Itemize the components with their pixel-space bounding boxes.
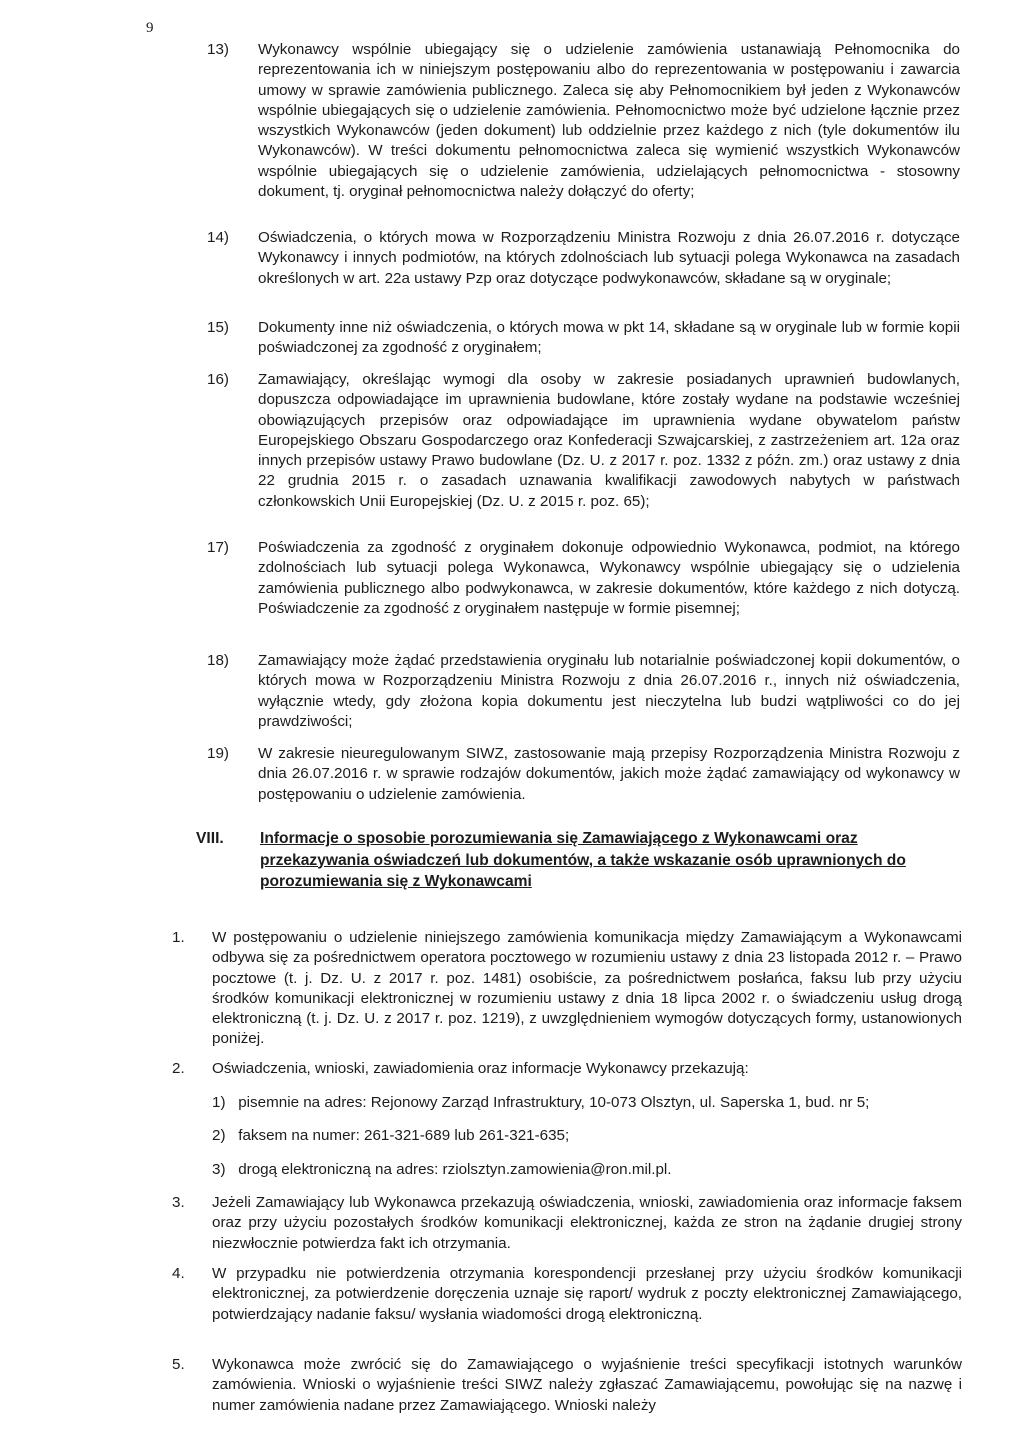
- item-text: Poświadczenia za zgodność z oryginałem dokonuje odpowiednio Wykonawca, podmiot, na którego zdolnościach lub sytuacji polega Wykonawca, Wykonawcy wspólnie ubiegający się o udzielenia zamówienia publicznego albo podwykonawca, w zakresie dokumentów, które każdego z nich dotyczą. Poświadczenie za zgodność z oryginałem następuje w formie pisemnej;: [258, 539, 960, 617]
- section-number: VIII.: [196, 830, 224, 847]
- sub-list-item: [212, 1093, 972, 1113]
- list-item: [172, 1264, 962, 1325]
- point-number: 3.: [172, 1194, 185, 1211]
- point-text: Oświadczenia, wnioski, zawiadomienia oraz informacje Wykonawcy przekazują:: [212, 1060, 749, 1077]
- list-item: [208, 40, 960, 202]
- page-number: 9: [146, 20, 154, 36]
- point-number: 1.: [172, 929, 185, 946]
- item-text: W zakresie nieuregulowanym SIWZ, zastosowanie mają przepisy Rozporządzenia Ministra Rozwoju z dnia 26.07.2016 r. w sprawie rodzajów dokumentów, jakich może żądać zamawiający od wykonawcy w postępowaniu o udzielenie zamówienia.: [258, 745, 960, 803]
- item-text: Dokumenty inne niż oświadczenia, o których mowa w pkt 14, składane są w oryginale lub w formie kopii poświadczonej za zgodność z oryginałem;: [258, 319, 960, 357]
- point-number: 4.: [172, 1265, 185, 1282]
- item-text: Zamawiający, określając wymogi dla osoby w zakresie posiadanych uprawnień budowlanych, dopuszcza odpowiadające im uprawnienia budowlane, które zostały wydane na podstawie wcześniej obowiązujących przepisów oraz odpowiadające im uprawnienia wydane obywatelom państw Europejskiego Obszaru Gospodarczego oraz Konfederacji Szwajcarskiej, z zastrzeżeniem art. 12a oraz innych przepisów ustawy Prawo budowlane (Dz. U. z 2017 r. poz. 1332 z późn. zm.) oraz ustawy z dnia 22 grudnia 2015 r. o zasadach uznawania kwalifikacji zawodowych nabytych w państwach członkowskich Unii Europejskiej (Dz. U. z 2015 r. poz. 65);: [258, 371, 960, 510]
- list-item: [172, 928, 962, 1050]
- list-item: [172, 1059, 962, 1079]
- list-item: [172, 1355, 962, 1416]
- point-number: 2.: [172, 1060, 185, 1077]
- item-number: 14): [207, 229, 229, 246]
- point-text: W postępowaniu o udzielenie niniejszego zamówienia komunikacja między Zamawiającym a Wykonawcami odbywa się za pośrednictwem operatora pocztowego w rozumieniu ustawy z dnia 23 listopada 2012 r. – Prawo pocztowe (t. j. Dz. U. z 2017 r. poz. 1481) osobiście, za pośrednictwem posłańca, faksu lub przy użyciu środków komunikacji elektronicznej w rozumieniu ustawy z dnia 18 lipca 2002 r. o świadczeniu usług drogą elektroniczną (t. j. Dz. U. z 2017 r. poz. 1219), z uwzględnieniem wymogów dotyczących formy, ustanowionych poniżej.: [212, 929, 962, 1048]
- item-number: 13): [207, 41, 229, 58]
- item-text: Zamawiający może żądać przedstawienia oryginału lub notarialnie poświadczonej kopii dokumentów, o których mowa w Rozporządzeniu Ministra Rozwoju z dnia 26.07.2016 r., innych niż oświadczenia, wyłącznie wtedy, gdy złożona kopia dokumentu jest nieczytelna lub budzi wątpliwości co do jej prawdziwości;: [258, 652, 960, 730]
- list-item: [172, 1193, 962, 1254]
- point-text: Wykonawca może zwrócić się do Zamawiającego o wyjaśnienie treści specyfikacji istotnych warunków zamówienia. Wnioski o wyjaśnienie treści SIWZ należy zgłaszać Zamawiającemu, powołując się na nazwę i numer zamówienia nadane przez Zamawiającego. Wnioski należy: [212, 1356, 962, 1414]
- subpoint-number: 1): [212, 1094, 226, 1111]
- subpoint-text: drogą elektroniczną na adres: rziolsztyn.zamowienia@ron.mil.pl.: [238, 1161, 672, 1178]
- point-text: Jeżeli Zamawiający lub Wykonawca przekazują oświadczenia, wnioski, zawiadomienia oraz informacje faksem oraz przy użyciu pozostałych środków komunikacji elektronicznej, każda ze stron na żądanie drugiej strony niezwłocznie potwierdza fakt ich otrzymania.: [212, 1194, 962, 1252]
- section-heading: [196, 828, 966, 893]
- point-number: 5.: [172, 1356, 185, 1373]
- list-item: [208, 318, 960, 359]
- subpoint-number: 2): [212, 1127, 226, 1144]
- item-number: 18): [207, 652, 229, 669]
- item-number: 19): [207, 745, 229, 762]
- subpoint-number: 3): [212, 1161, 226, 1178]
- list-item: [208, 370, 960, 512]
- list-item: [208, 744, 960, 805]
- section-title: Informacje o sposobie porozumiewania się Zamawiającego z Wykonawcami oraz przekazywania oświadczeń lub dokumentów, a także wskazanie osób uprawnionych do porozumiewania się z Wykonawcami: [260, 830, 906, 890]
- list-item: [208, 651, 960, 732]
- item-number: 17): [207, 539, 229, 556]
- item-number: 15): [207, 319, 229, 336]
- list-item: [208, 538, 960, 619]
- list-item: [208, 228, 960, 289]
- sub-list-item: [212, 1126, 972, 1146]
- point-text: W przypadku nie potwierdzenia otrzymania korespondencji przesłanej przy użyciu środków komunikacji elektronicznej, za potwierdzenie doręczenia uznaje się raport/ wydruk z poczty elektronicznej Zamawiającego, potwierdzający nadanie faksu/ wysłania wiadomości drogą elektroniczną.: [212, 1265, 962, 1323]
- subpoint-text: faksem na numer: 261-321-689 lub 261-321-635;: [238, 1127, 570, 1144]
- subpoint-text: pisemnie na adres: Rejonowy Zarząd Infrastruktury, 10-073 Olsztyn, ul. Saperska 1, bud. nr 5;: [238, 1094, 870, 1111]
- item-number: 16): [207, 371, 229, 388]
- item-text: Oświadczenia, o których mowa w Rozporządzeniu Ministra Rozwoju z dnia 26.07.2016 r. dotyczące Wykonawcy i innych podmiotów, na których zdolnościach lub sytuacji polega Wykonawca na zasadach określonych w art. 22a ustawy Pzp oraz dotyczące podwykonawców, składane są w oryginale;: [258, 229, 960, 287]
- item-text: Wykonawcy wspólnie ubiegający się o udzielenie zamówienia ustanawiają Pełnomocnika do reprezentowania ich w niniejszym postępowaniu albo do reprezentowania w postępowaniu i zawarcia umowy w sprawie zamówienia publicznego. Zaleca się aby Pełnomocnikiem był jeden z Wykonawców wspólnie ubiegających się o udzielenie zamówienia. Pełnomocnictwo może być udzielone łącznie przez wszystkich Wykonawców (jeden dokument) lub oddzielnie przez każdego z nich (tyle dokumentów ilu Wykonawców). W treści dokumentu pełnomocnictwa zaleca się wymienić wszystkich Wykonawców wspólnie ubiegających się o udzielenie zamówienia, udzielających pełnomocnictwa - stosowny dokument, tj. oryginał pełnomocnictwa należy dołączyć do oferty;: [258, 41, 960, 201]
- sub-list-item: [212, 1160, 972, 1180]
